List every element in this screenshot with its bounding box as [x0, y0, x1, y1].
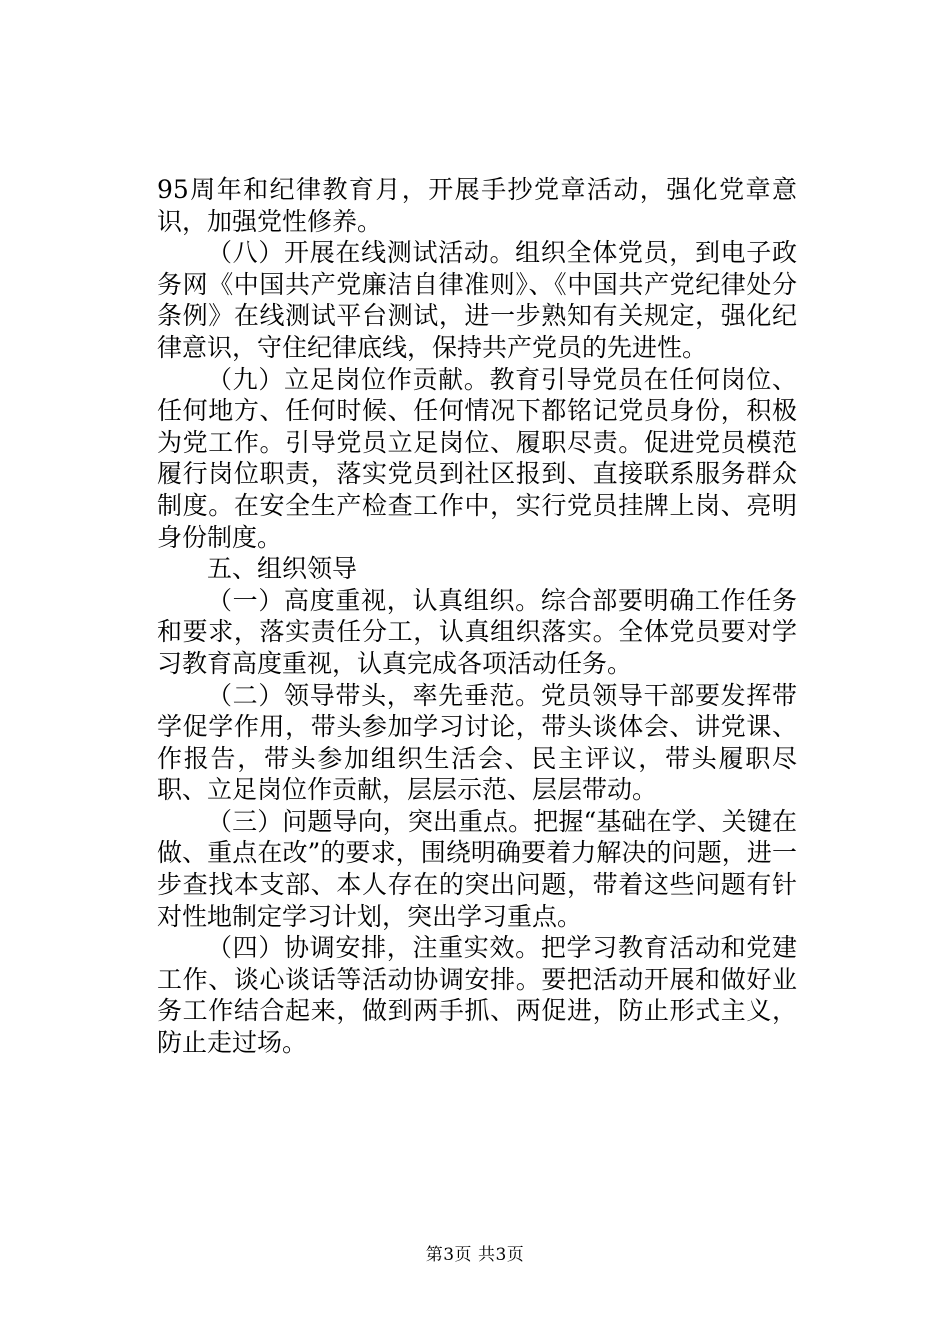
- paragraph: （一）高度重视，认真组织。综合部要明确工作任务和要求，落实责任分工，认真组织落实。全体党员要对学习教育高度重视，认真完成各项活动任务。: [157, 585, 797, 678]
- section-heading: 五、组织领导: [207, 554, 358, 584]
- paragraph: （四）协调安排，注重实效。把学习教育活动和党建工作、谈心谈话等活动协调安排。要把活动开展和做好业务工作结合起来，做到两手抓、两促进，防止形式主义，防止走过场。: [157, 933, 797, 1058]
- paragraph: 95周年和纪律教育月，开展手抄党章活动，强化党章意识，加强党性修养。: [157, 175, 797, 236]
- document-body: [157, 174, 797, 1059]
- paragraph: （八）开展在线测试活动。组织全体党员，到电子政务网《中国共产党廉洁自律准则》、《中国共产党纪律处分条例》在线测试平台测试，进一步熟知有关规定，强化纪律意识，守住纪律底线，保持共产党员的先进性。: [157, 238, 797, 362]
- page-number-footer: 第3页 共3页: [425, 1245, 525, 1265]
- paragraph: （二）领导带头，率先垂范。党员领导干部要发挥带学促学作用，带头参加学习讨论，带头谈体会、讲党课、作报告，带头参加组织生活会、民主评议，带头履职尽职、立足岗位作贡献，层层示范、层层带动。: [157, 680, 797, 805]
- paragraph: （九）立足岗位作贡献。教育引导党员在任何岗位、任何地方、任何时候、任何情况下都铭记党员身份，积极为党工作。引导党员立足岗位、履职尽责。促进党员模范履行岗位职责，落实党员到社区报到、直接联系服务群众制度。在安全生产检查工作中，实行党员挂牌上岗、亮明身份制度。: [157, 364, 797, 552]
- paragraph: （三）问题导向，突出重点。把握“基础在学、关键在做、重点在改”的要求，围绕明确要着力解决的问题，进一步查找本支部、本人存在的突出问题，带着这些问题有针对性地制定学习计划，突出学习重点。: [157, 806, 797, 931]
